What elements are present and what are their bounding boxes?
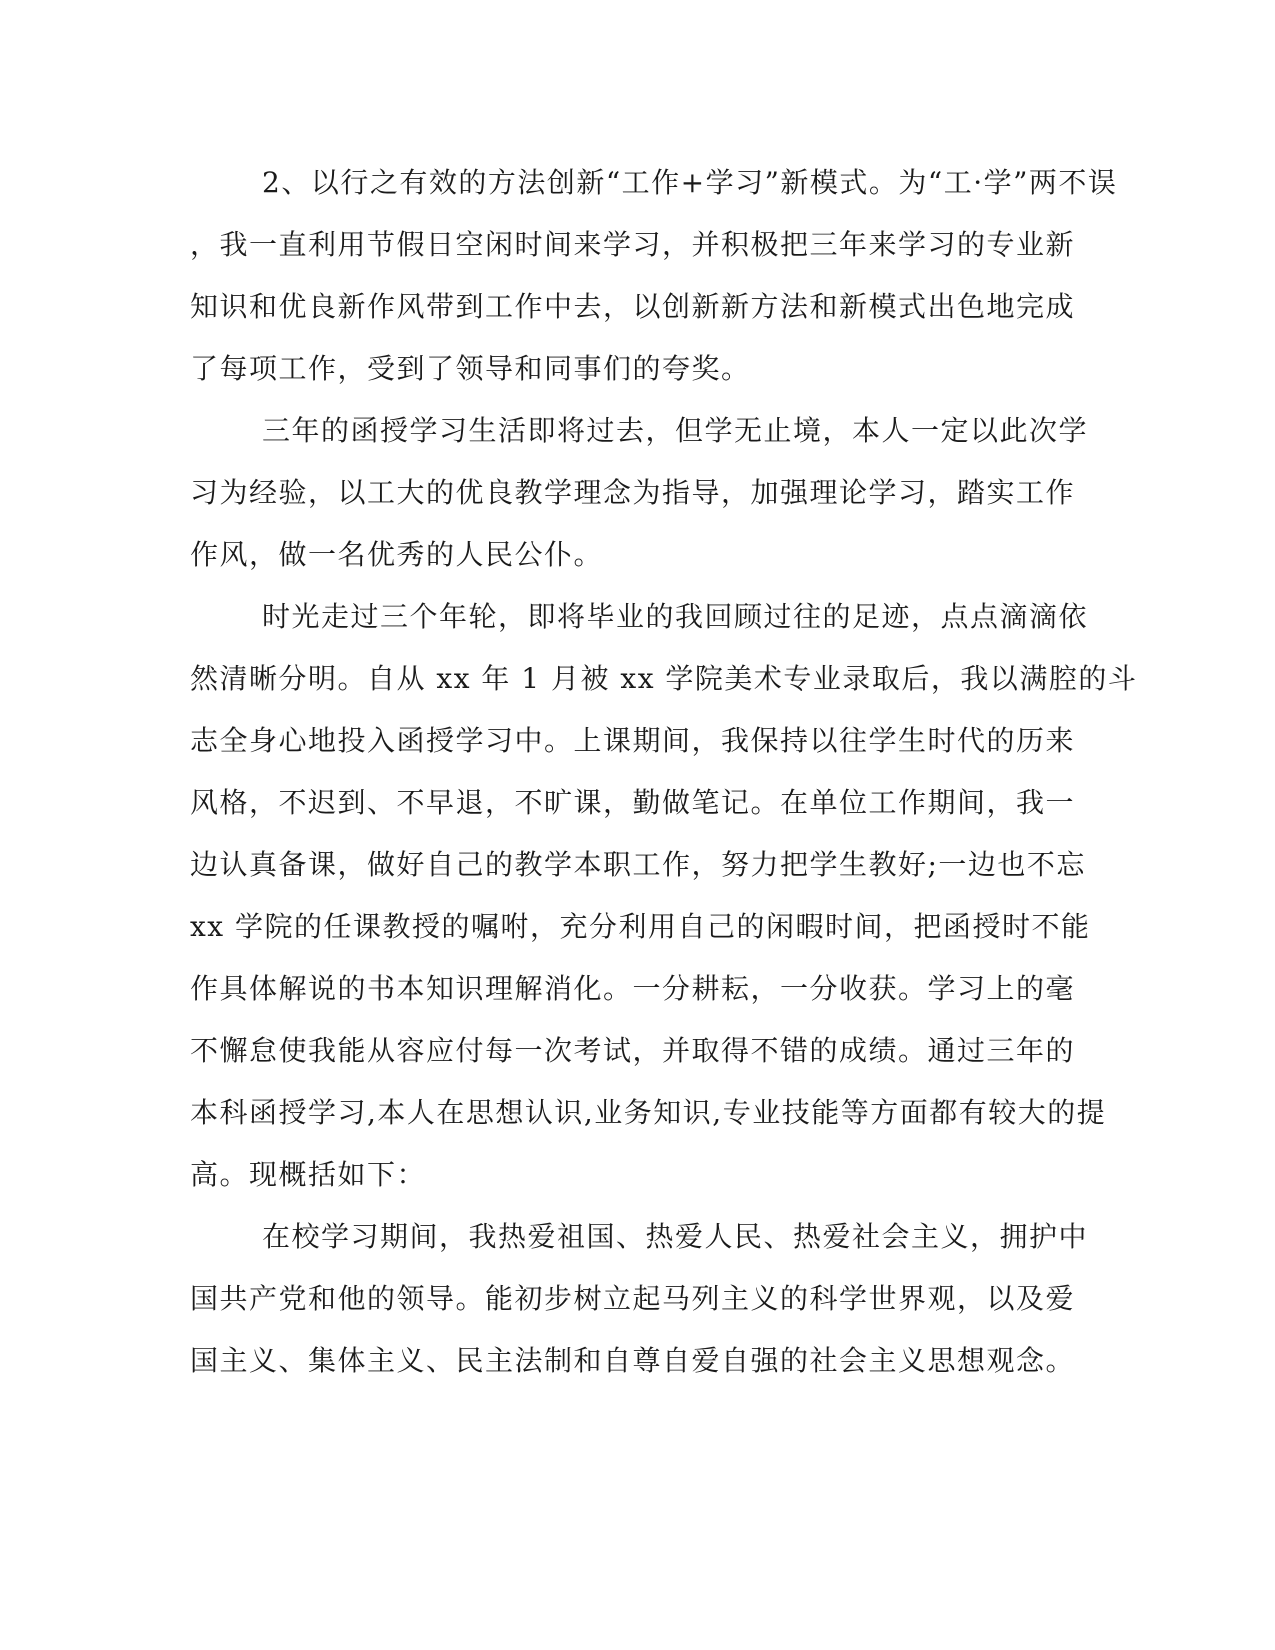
- paragraph-3: [190, 586, 1138, 1206]
- text-line: 本科函授学习,本人在思想认识,业务知识,专业技能等方面都有较大的提: [190, 1096, 1107, 1129]
- text-line: 志全身心地投入函授学习中。上课期间，我保持以往学生时代的历来: [190, 724, 1076, 757]
- paragraph-1: [190, 152, 1118, 400]
- text-line: 2、以行之有效的方法创新“工作+学习”新模式。为“工·学”两不误: [262, 166, 1118, 199]
- text-line: 知识和优良新作风带到工作中去，以创新新方法和新模式出色地完成: [190, 290, 1076, 323]
- text-line: 高。现概括如下：: [190, 1158, 427, 1191]
- text-line: 习为经验，以工大的优良教学理念为指导，加强理论学习，踏实工作: [190, 476, 1076, 509]
- text-line: xx 学院的任课教授的嘱咐，充分利用自己的闲暇时间，把函授时不能: [190, 910, 1091, 943]
- paragraph-2: [190, 400, 1090, 586]
- text-line: ，我一直利用节假日空闲时间来学习，并积极把三年来学习的专业新: [190, 228, 1076, 261]
- text-line: 作具体解说的书本知识理解消化。一分耕耘，一分收获。学习上的毫: [190, 972, 1076, 1005]
- document-body: [190, 152, 1138, 1392]
- text-line: 在校学习期间，我热爱祖国、热爱人民、热爱社会主义，拥护中: [262, 1220, 1089, 1253]
- text-line: 风格，不迟到、不早退，不旷课，勤做笔记。在单位工作期间，我一: [190, 786, 1076, 819]
- text-line: 然清晰分明。自从 xx 年 1 月被 xx 学院美术专业录取后，我以满腔的斗: [190, 662, 1138, 695]
- paragraph-4: [190, 1206, 1090, 1392]
- text-line: 国共产党和他的领导。能初步树立起马列主义的科学世界观，以及爱: [190, 1282, 1076, 1315]
- text-line: 三年的函授学习生活即将过去，但学无止境，本人一定以此次学: [262, 414, 1089, 447]
- text-line: 时光走过三个年轮，即将毕业的我回顾过往的足迹，点点滴滴依: [262, 600, 1089, 633]
- text-line: 边认真备课，做好自己的教学本职工作，努力把学生教好;一边也不忘: [190, 848, 1086, 881]
- text-line: 不懈怠使我能从容应付每一次考试，并取得不错的成绩。通过三年的: [190, 1034, 1076, 1067]
- text-line: 作风，做一名优秀的人民公仆。: [190, 538, 604, 571]
- text-line: 了每项工作，受到了领导和同事们的夸奖。: [190, 352, 751, 385]
- text-line: 国主义、集体主义、民主法制和自尊自爱自强的社会主义思想观念。: [190, 1344, 1076, 1377]
